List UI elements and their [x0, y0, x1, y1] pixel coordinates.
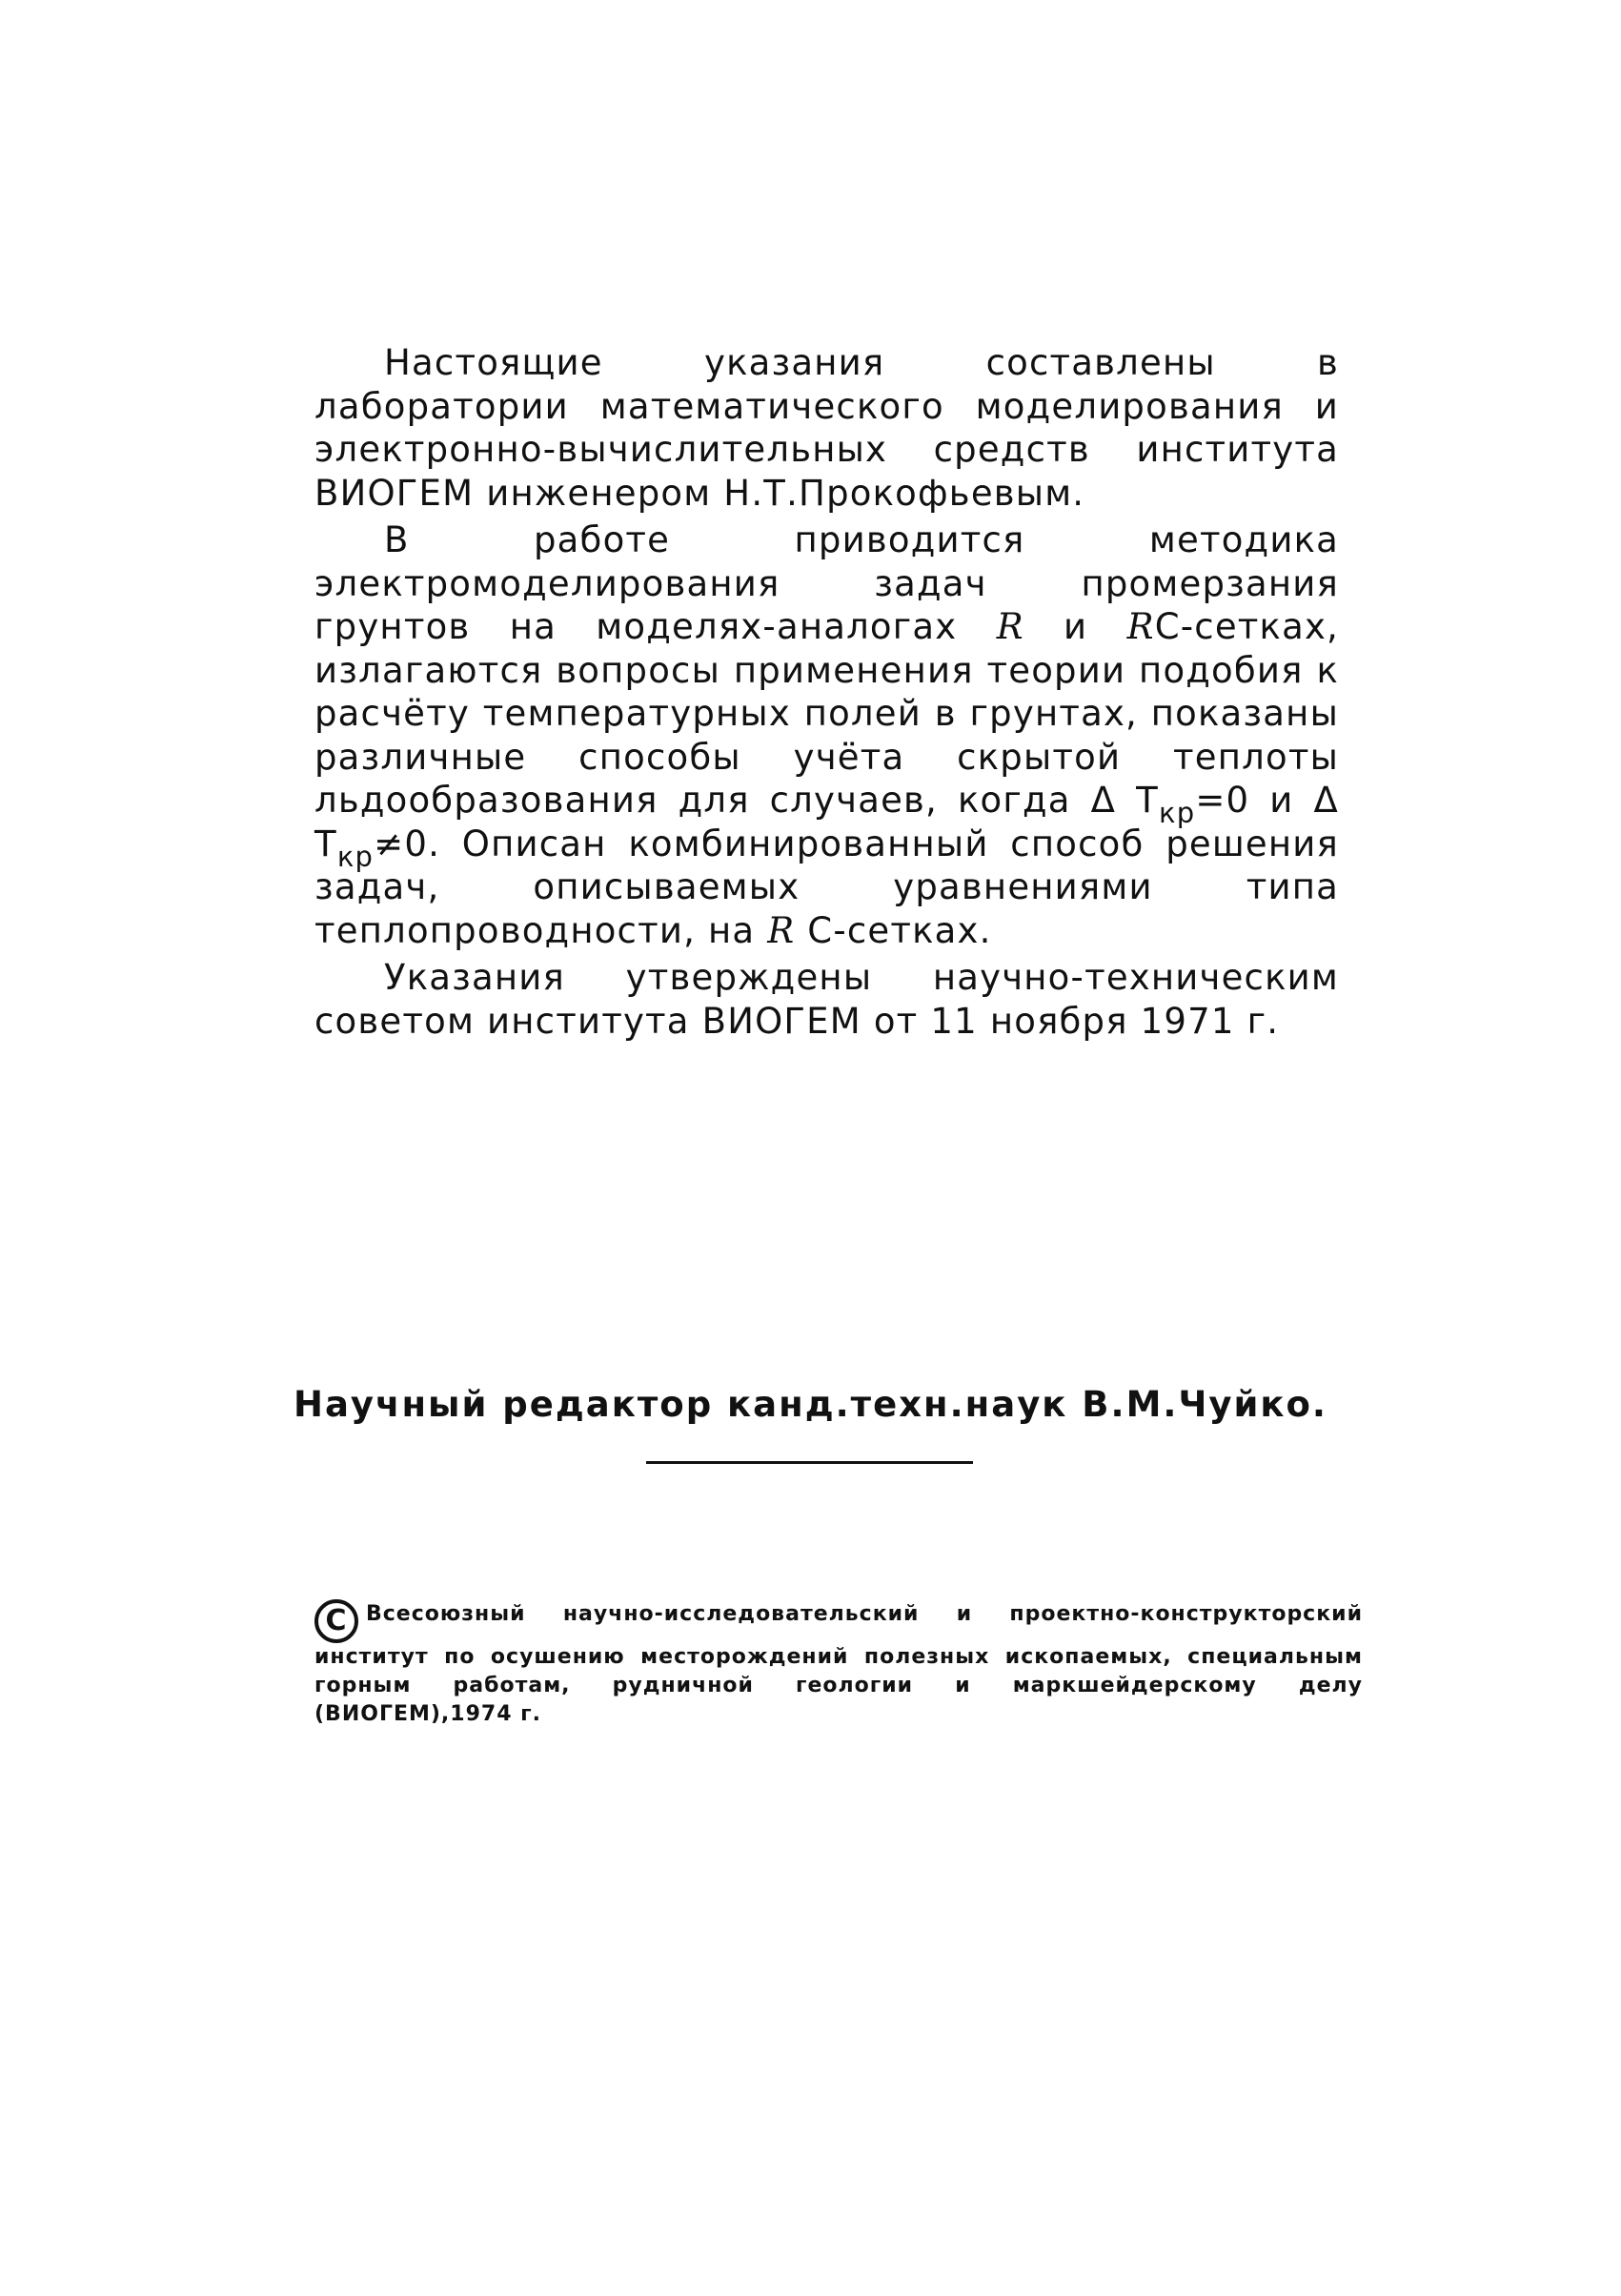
delta-t-symbol: Δ T	[1090, 780, 1159, 821]
copyright-notice	[314, 1599, 1363, 1729]
r-symbol: R	[1126, 606, 1155, 647]
summary-text-1: В работе приводится методика электромоделирования задач промерзания грунтов на моделях-аналогах	[314, 519, 1339, 647]
subscript-kr: кр	[1158, 797, 1196, 829]
paragraph-approval: Указания утверждены научно-техническим советом института ВИОГЕМ от 11 ноября 1971 г.	[314, 957, 1339, 1042]
summary-text-3: C-сетках, излагаются вопросы применения теории подобия к расчёту температурных полей в грунтах, показаны различные способы учёта скрытой теплоты льдообразования для случаев, когда	[314, 606, 1340, 821]
equals-zero: =0	[1195, 780, 1250, 821]
main-text	[314, 341, 1339, 1043]
summary-and: и	[1249, 780, 1314, 821]
scientific-editor: Научный редактор канд.техн.наук В.М.Чуйко.	[294, 1384, 1327, 1425]
not-equals-zero: ≠0	[374, 823, 429, 864]
copyright-icon: C	[314, 1599, 358, 1643]
divider-line	[646, 1461, 973, 1464]
paragraph-authors: Настоящие указания составлены в лаборатории математического моделирования и электронно-вычислительных средств института ВИОГЕМ инженером Н.Т.Прокофьевым.	[314, 342, 1339, 514]
r-symbol: R	[996, 606, 1024, 647]
delta-t-symbol: Δ T	[314, 780, 1340, 864]
r-symbol: R	[767, 909, 796, 951]
subscript-kr: кр	[336, 840, 375, 873]
paragraph-summary	[314, 518, 1339, 952]
copyright-text: Всесоюзный научно-исследовательский и проектно-конструкторский институт по осушению месторождений полезных ископаемых, специальным горным работам, рудничной геологии и маркшейдерскому делу (ВИОГЕМ),1974 г.	[314, 1602, 1363, 1726]
summary-text-5: C-сетках.	[795, 909, 992, 951]
summary-text-2: и	[1023, 606, 1127, 647]
summary-text-4: . Описан комбинированный способ решения задач, описываемых уравнениями типа теплопроводности, на	[314, 823, 1339, 951]
